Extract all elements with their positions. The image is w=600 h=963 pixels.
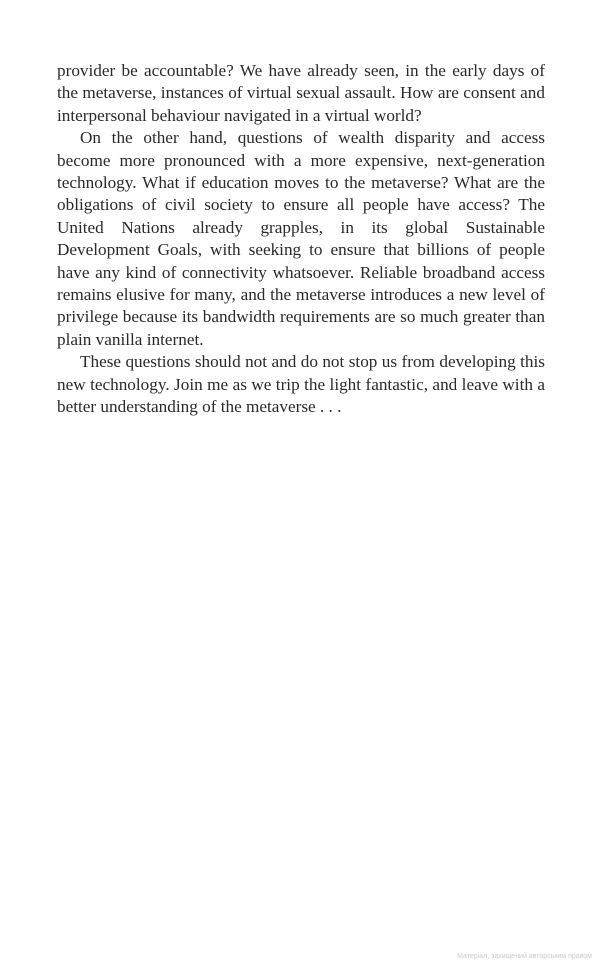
paragraph-wealth-disparity: On the other hand, questions of wealth disparity and access become more pronounced with a more expensive, next-generation technology. What if education moves to the metaverse? What are the obligations of civil society to ensure all people have access? The United Nations already grapples, in its global Sustainable Development Goals, with seeking to ensure that billions of people have any kind of connectivity whatsoever. Reliable broadband access remains elusive for many, and the metaverse introduces a new level of privilege because its bandwidth requirements are so much greater than plain vanilla internet. (57, 128, 545, 349)
paragraph-continued: provider be accountable? We have already seen, in the early days of the metaverse, instances of virtual sexual assault. How are consent and interpersonal behaviour navigated in a virtual world? (57, 61, 545, 125)
copyright-watermark: Матеріал, захищений авторським правом (457, 953, 592, 960)
page-body-text (57, 60, 545, 419)
paragraph-closing: These questions should not and do not stop us from developing this new technology. Join me as we trip the light fantastic, and leave with a better understanding of the metaverse . . . (57, 352, 545, 417)
